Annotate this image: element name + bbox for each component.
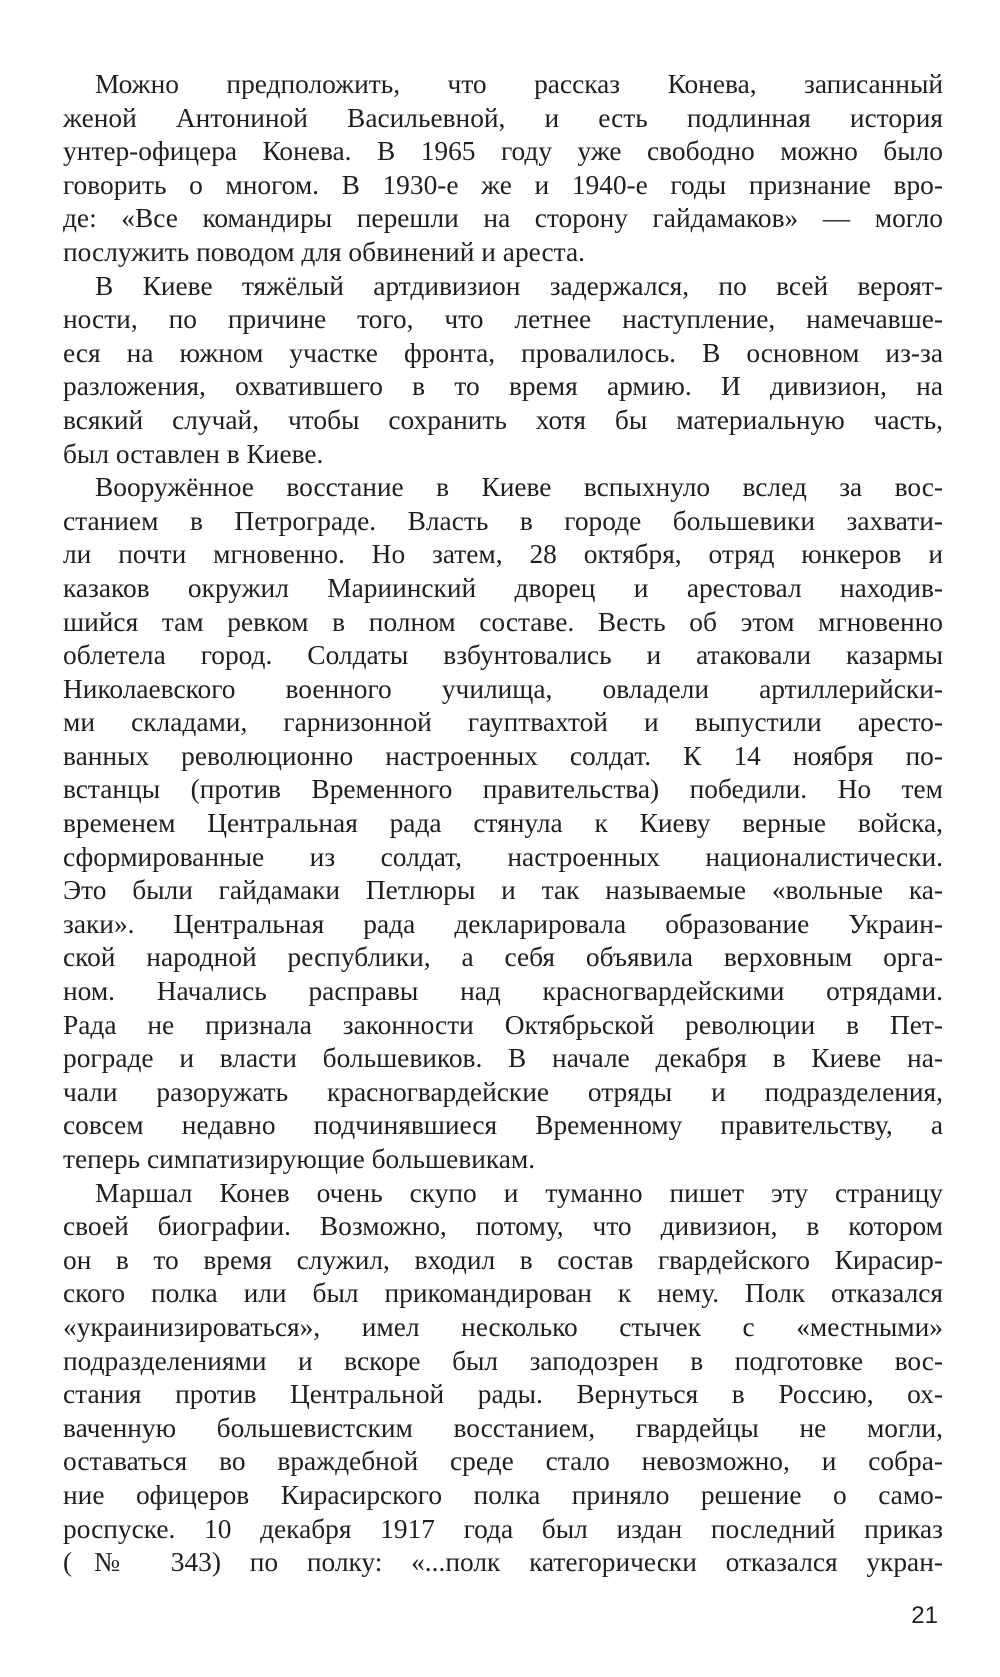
paragraph-4 <box>63 1177 943 1580</box>
text-line: роспуске. 10 декабря 1917 года был издан последний приказ <box>63 1513 943 1544</box>
text-line: сформированные из солдат, настроенных националистически. <box>63 841 943 872</box>
text-line: ние офицеров Кирасирского полка приняло решение о само- <box>63 1479 943 1510</box>
text-line: Можно предположить, что рассказ Конева, записанный <box>95 69 943 99</box>
text-line: ности, по причине того, что летнее наступление, намечавше- <box>63 304 943 335</box>
text-line: Вооружённое восстание в Киеве вспыхнуло вслед за вос- <box>95 472 943 503</box>
text-line: Маршал Конев очень скупо и туманно пишет эту страницу <box>95 1177 943 1208</box>
text-line: говорить о многом. В 1930-е же и 1940-е годы признание вро- <box>63 169 943 200</box>
text-line: всякий случай, чтобы сохранить хотя бы материальную часть, <box>63 404 943 435</box>
text-line: теперь симпатизирующие большевикам. <box>63 1144 536 1174</box>
text-line: облетела город. Солдаты взбунтовались и атаковали казармы <box>63 640 943 671</box>
text-line: послужить поводом для обвинений и ареста. <box>63 236 585 267</box>
text-line: женой Антониной Васильевной, и есть подлинная история <box>63 102 943 133</box>
text-line: стания против Центральной рады. Вернуться в Россию, ох- <box>63 1379 943 1410</box>
text-line: чали разоружать красногвардейские отряды и подразделения, <box>63 1076 943 1107</box>
text-line: «украинизироваться», имел несколько стычек с «местными» <box>63 1311 943 1342</box>
text-line: временем Центральная рада стянула к Киеву верные войска, <box>63 808 943 839</box>
text-line: де: «Все командиры перешли на сторону гайдамаков» — могло <box>63 203 943 234</box>
text-line: рограде и власти большевиков. В начале декабря в Киеве на- <box>63 1043 943 1074</box>
text-line: В Киеве тяжёлый артдивизион задержался, по всей вероят- <box>95 270 943 301</box>
text-line: разложения, охватившего в то время армию. И дивизион, на <box>63 371 943 402</box>
text-line: казаков окружил Мариинский дворец и арестовал находив- <box>63 572 943 603</box>
paragraph-2 <box>63 270 943 472</box>
text-line: оставаться во враждебной среде стало невозможно, и собра- <box>63 1446 943 1477</box>
text-line: ваченную большевистским восстанием, гвардейцы не могли, <box>63 1412 943 1443</box>
text-line: (№ 343) по полку: «...полк категорически отказался укран- <box>63 1547 943 1578</box>
text-line: Рада не признала законности Октябрьской революции в Пет- <box>63 1009 943 1040</box>
page-number: 21 <box>911 1602 938 1629</box>
text-line: ванных революционно настроенных солдат. К 14 ноября по- <box>63 740 943 771</box>
text-line: унтер-офицера Конева. В 1965 году уже свободно можно было <box>63 136 943 167</box>
body-text <box>63 68 943 1580</box>
text-line: был оставлен в Киеве. <box>63 438 324 469</box>
text-line: он в то время служил, входил в состав гвардейского Кирасир- <box>63 1244 943 1275</box>
text-line: ном. Начались расправы над красногвардейскими отрядами. <box>63 976 943 1007</box>
text-line: ми складами, гарнизонной гауптвахтой и выпустили аресто- <box>63 707 943 738</box>
text-line: ского полка или был прикомандирован к нему. Полк отказался <box>63 1278 943 1309</box>
text-line: совсем недавно подчинявшиеся Временному правительству, а <box>63 1110 943 1141</box>
text-line: заки». Центральная рада декларировала образование Украин- <box>63 908 943 939</box>
text-line: встанцы (против Временного правительства) победили. Но тем <box>63 774 943 805</box>
text-line: ли почти мгновенно. Но затем, 28 октября, отряд юнкеров и <box>63 539 943 570</box>
paragraph-3 <box>63 471 943 1176</box>
text-line: станием в Петрограде. Власть в городе большевики захвати- <box>63 505 943 536</box>
text-line: шийся там ревком в полном составе. Весть об этом мгновенно <box>63 606 943 637</box>
text-line: своей биографии. Возможно, потому, что дивизион, в котором <box>63 1211 943 1242</box>
paragraph-1 <box>63 68 943 270</box>
text-line: Это были гайдамаки Петлюры и так называемые «вольные ка- <box>63 875 943 906</box>
text-line: Николаевского военного училища, овладели артиллерийски- <box>63 673 943 704</box>
text-line: еся на южном участке фронта, провалилось. В основном из-за <box>63 337 943 368</box>
text-line: ской народной республики, а себя объявила верховным орга- <box>63 942 943 973</box>
text-line: подразделениями и вскоре был заподозрен в подготовке вос- <box>63 1345 943 1376</box>
